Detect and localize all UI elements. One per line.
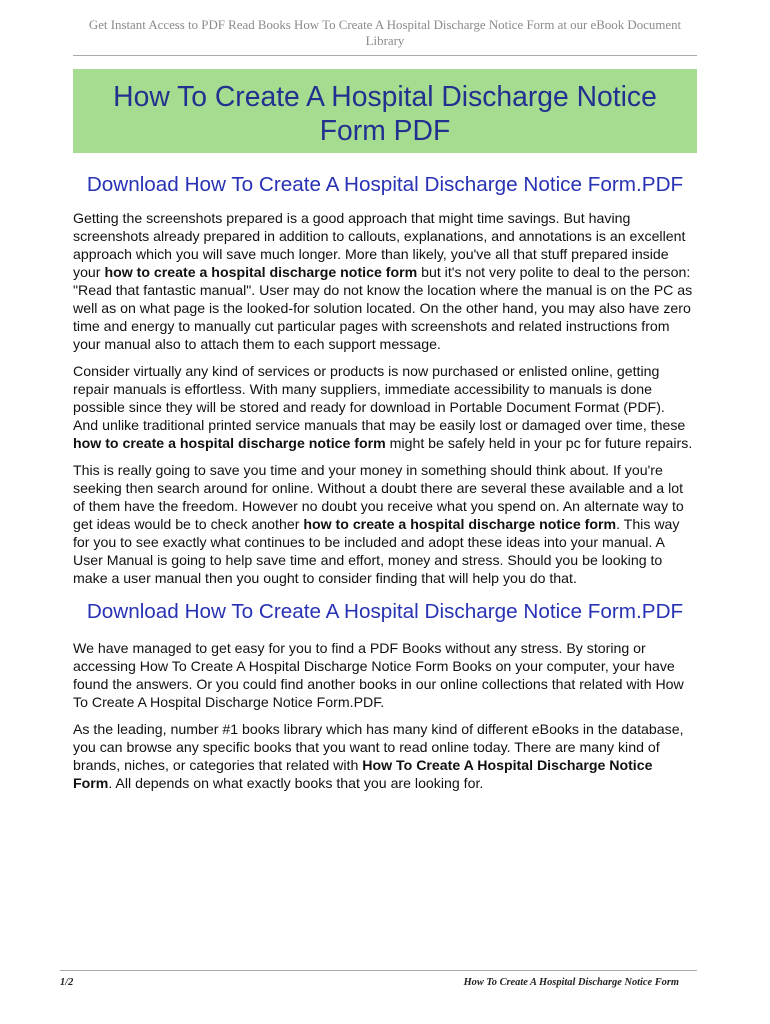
text-line: To Create A Hospital Discharge Notice Form.PDF. (73, 694, 385, 710)
text-line: time and energy to manually cut particular pages with screenshots and related instructions from (73, 318, 670, 334)
text-line: Getting the screenshots prepared is a good approach that might time savings. But having (73, 210, 631, 226)
text-segment: . This way (616, 516, 680, 532)
footer-divider (60, 970, 697, 971)
keyword-highlight: How To Create A Hospital Discharge Notice (362, 757, 653, 773)
text-line: accessing How To Create A Hospital Discharge Notice Form Books on your computer, your have (73, 658, 675, 674)
page-number: 1/2 (60, 977, 74, 988)
download-link-heading[interactable]: Download How To Create A Hospital Discharge Notice Form.PDF (86, 173, 684, 196)
text-line: "Read that fantastic manual". User may do not know the location where the manual is on the PC as (73, 282, 693, 298)
text-line: This is really going to save you time and your money in something should think about. If you're (73, 462, 663, 478)
text-line (73, 756, 697, 774)
text-line (73, 774, 697, 792)
text-line: your manual also to attach them to each support message. (73, 336, 441, 352)
text-segment: might be safely held in your pc for future repairs. (385, 435, 693, 451)
body-paragraph (73, 362, 697, 452)
keyword-highlight: how to create a hospital discharge notice form (73, 435, 386, 451)
text-line: well as on what page is the looked-for solution located. On the other hand, you may also have zero (73, 300, 691, 316)
text-line: approach which you will save much longer. More than likely, you've all that stuff prepared inside (73, 246, 669, 262)
body-paragraph (73, 639, 697, 711)
text-segment: your (73, 264, 105, 280)
access-banner-text: Get Instant Access to PDF Read Books How To Create A Hospital Discharge Notice Form at our eBook Document Library (88, 18, 682, 48)
text-segment: . All depends on what exactly books that you are looking for. (108, 775, 484, 791)
text-segment: get ideas would be to check another (73, 516, 304, 532)
text-line: for you to see exactly what continues to be included and adopt these ideas into your manual. A (73, 534, 665, 550)
content-column (73, 0, 697, 792)
keyword-highlight: Form (73, 775, 109, 791)
text-line (73, 434, 697, 452)
keyword-highlight: how to create a hospital discharge notice form (104, 264, 418, 280)
body-paragraph (73, 720, 697, 792)
text-line: Consider virtually any kind of services or products is now purchased or enlisted online, getting (73, 363, 660, 379)
text-segment: but it's not very polite to deal to the person: (417, 264, 691, 280)
text-line: User Manual is going to help save time and effort, money and stress. Should you be looking to (73, 552, 663, 568)
body-paragraph (73, 461, 697, 587)
text-line: of them have the freedom. However no doubt you receive what you spend on. An alternate way to (73, 498, 684, 514)
text-line: repair manuals is effortless. With many suppliers, immediate accessibility to manuals is done (73, 381, 652, 397)
text-line: We have managed to get easy for you to find a PDF Books without any stress. By storing or (73, 640, 646, 656)
text-line: found the answers. Or you could find another books in our online collections that related with How (73, 676, 684, 692)
text-line (73, 515, 697, 533)
keyword-highlight: how to create a hospital discharge notice form (303, 516, 617, 532)
text-line: As the leading, number #1 books library which has many kind of different eBooks in the database, (73, 721, 684, 737)
footer-document-title: How To Create A Hospital Discharge Notice Form (463, 977, 679, 988)
text-line: possible since they will be stored and ready for download in Portable Document Format (PDF). (73, 399, 665, 415)
text-line: make a user manual then you ought to consider finding that will help you do that. (73, 570, 577, 586)
text-line: seeking then search around for online. Without a doubt there are several these available and a lot (73, 480, 684, 496)
title-banner (73, 69, 697, 153)
text-line: you can browse any specific books that you want to read online today. There are many kind of (73, 739, 660, 755)
text-line: screenshots already prepared in addition to callouts, explanations, and annotations is an excellent (73, 228, 686, 244)
download-link-heading[interactable]: Download How To Create A Hospital Discharge Notice Form.PDF (86, 600, 684, 623)
text-line (73, 263, 697, 281)
text-segment: brands, niches, or categories that related with (73, 757, 363, 773)
header-divider (73, 55, 697, 56)
document-title: How To Create A Hospital Discharge Notice Form PDF (113, 80, 657, 146)
text-line: And unlike traditional printed service manuals that may be easily lost or damaged over time, these (73, 417, 686, 433)
body-paragraph (73, 209, 697, 353)
